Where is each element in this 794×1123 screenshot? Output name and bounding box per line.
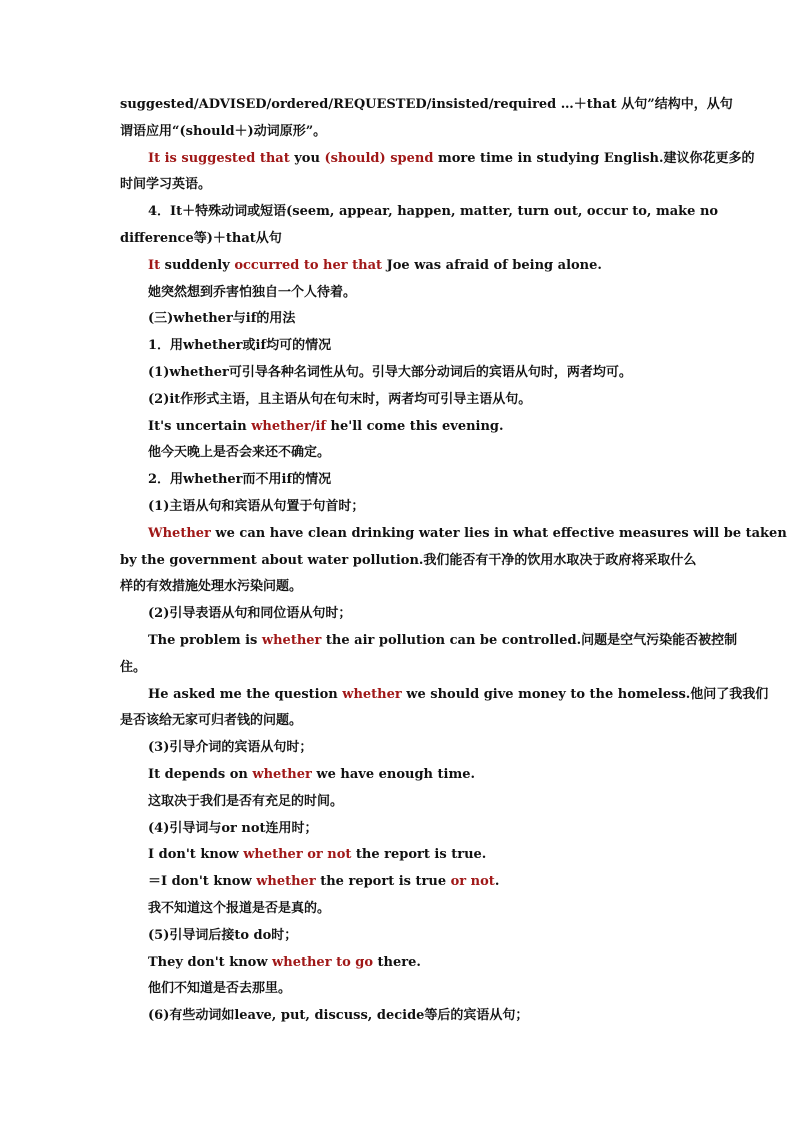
text-segment: 1．用whether或if均可的情况 xyxy=(148,338,332,354)
text-segment: he'll come this evening. xyxy=(325,418,504,434)
text-segment: 谓语应用“(should＋)动词原形”。 xyxy=(120,123,327,139)
text-segment: 2．用whether而不用if的情况 xyxy=(148,472,332,488)
text-segment: He asked me the question xyxy=(148,686,343,702)
text-segment: I don't know xyxy=(148,847,244,863)
text-segment: . xyxy=(494,874,500,890)
text-segment: 样的有效措施处理水污染问题。 xyxy=(120,579,303,595)
text-line xyxy=(120,119,676,146)
text-line xyxy=(120,333,676,360)
highlight-text: Whether xyxy=(148,525,211,541)
text-segment: It's uncertain xyxy=(148,418,252,434)
text-segment: (1)主语从句和宾语从句置于句首时； xyxy=(148,498,365,514)
text-line xyxy=(120,280,676,307)
text-segment: 他们不知道是否去那里。 xyxy=(148,981,292,997)
text-segment: we have enough time. xyxy=(311,766,476,782)
text-line xyxy=(120,842,676,869)
text-line xyxy=(120,735,676,762)
text-line xyxy=(120,146,755,173)
text-segment: the report is true. xyxy=(351,847,487,863)
text-line xyxy=(120,896,676,923)
text-line xyxy=(120,816,676,843)
text-line xyxy=(120,306,676,333)
text-line xyxy=(120,628,738,655)
text-segment: suggested/ADVISED/ordered/REQUESTED/insisted/required …＋that 从句”结构中，从句 xyxy=(120,97,733,112)
text-line xyxy=(120,708,676,735)
text-segment: The problem is xyxy=(148,632,262,648)
highlight-text: whether or not xyxy=(243,847,352,863)
text-line xyxy=(120,923,676,950)
text-segment: you xyxy=(289,150,325,166)
text-segment: we should give money to the homeless.他问了我我们 xyxy=(401,686,769,702)
text-line xyxy=(120,199,719,226)
text-segment: more time in studying English.建议你花更多的 xyxy=(433,150,755,166)
highlight-text: (should) spend xyxy=(324,150,434,166)
highlight-text: whether to go xyxy=(272,954,374,970)
highlight-text: occurred to her that xyxy=(234,257,383,273)
text-line xyxy=(120,789,676,816)
text-segment: the air pollution can be controlled.问题是空气污染能否被控制 xyxy=(321,632,738,648)
highlight-text: whether xyxy=(256,874,316,890)
text-segment: we can have clean drinking water lies in what effective measures will be taken xyxy=(210,525,787,541)
text-line xyxy=(120,253,676,280)
text-segment: 时间学习英语。 xyxy=(120,177,212,193)
text-segment: (三)whether与if的用法 xyxy=(148,311,296,327)
text-line xyxy=(120,172,676,199)
text-line xyxy=(120,655,676,682)
highlight-text: whether xyxy=(342,686,402,702)
text-segment: (5)引导词后接to do时； xyxy=(148,927,298,943)
text-segment: (4)引导词与or not连用时； xyxy=(148,820,318,836)
text-line xyxy=(120,387,676,414)
text-segment: there. xyxy=(373,954,421,970)
text-line xyxy=(120,548,697,575)
text-segment: 她突然想到乔害怕独自一个人待着。 xyxy=(148,284,357,300)
text-line xyxy=(120,950,676,977)
text-line xyxy=(120,360,676,387)
text-segment: by the government about water pollution.我们能否有干净的饮用水取决于政府将采取什么 xyxy=(120,552,697,568)
highlight-text: It is suggested that xyxy=(148,150,290,166)
text-segment: 我不知道这个报道是否是真的。 xyxy=(148,900,331,916)
text-line xyxy=(120,762,676,789)
highlight-text: whether/if xyxy=(251,418,326,434)
text-line xyxy=(120,574,676,601)
text-segment: (6)有些动词如leave, put, discuss, decide等后的宾语从句； xyxy=(148,1008,529,1024)
text-segment: difference等)＋that从句 xyxy=(120,230,282,246)
text-segment: (1)whether可引导各种名词性从句。引导大部分动词后的宾语从句时，两者均可。 xyxy=(148,364,632,380)
text-segment: They don't know xyxy=(148,954,273,970)
text-line xyxy=(120,226,676,253)
document-page xyxy=(120,92,787,1030)
highlight-text: It xyxy=(148,257,161,273)
text-segment: 住。 xyxy=(120,659,147,675)
text-segment: Joe was afraid of being alone. xyxy=(382,257,602,273)
text-line xyxy=(120,467,676,494)
text-segment: (3)引导介词的宾语从句时； xyxy=(148,740,313,756)
text-segment: the report is true xyxy=(315,874,451,890)
text-line xyxy=(120,601,676,628)
text-segment: 这取决于我们是否有充足的时间。 xyxy=(148,793,344,809)
text-segment: ＝I don't know xyxy=(148,874,257,890)
highlight-text: whether xyxy=(252,766,312,782)
text-segment: It depends on xyxy=(148,766,253,782)
text-line xyxy=(120,92,733,119)
text-segment: suddenly xyxy=(160,257,235,273)
text-segment: 4．It＋特殊动词或短语(seem, appear, happen, matter, turn out, occur to, make no xyxy=(148,204,719,220)
text-line xyxy=(120,682,769,709)
text-segment: (2)引导表语从句和同位语从句时； xyxy=(148,606,352,622)
text-segment: 是否该给无家可归者钱的问题。 xyxy=(120,713,303,729)
text-line xyxy=(120,494,676,521)
text-segment: 他今天晚上是否会来还不确定。 xyxy=(148,445,331,461)
text-line xyxy=(120,976,676,1003)
text-line xyxy=(120,440,676,467)
text-line xyxy=(120,1003,676,1030)
text-line xyxy=(120,414,676,441)
highlight-text: or not xyxy=(450,874,495,890)
text-segment: (2)it作形式主语，且主语从句在句末时，两者均可引导主语从句。 xyxy=(148,391,532,407)
highlight-text: whether xyxy=(261,632,322,648)
text-line xyxy=(120,521,787,548)
text-line xyxy=(120,869,676,896)
